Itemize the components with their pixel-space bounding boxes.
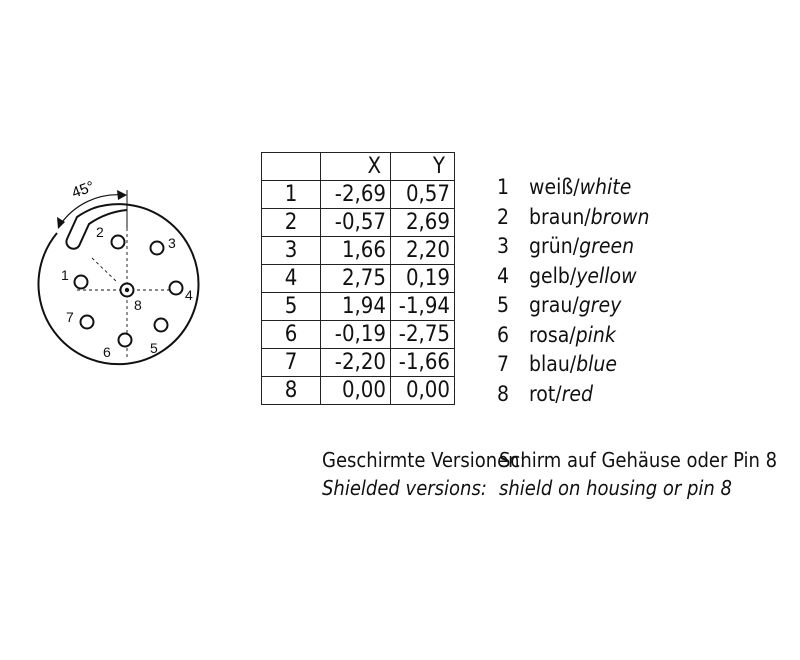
legend-number: 3 xyxy=(497,234,510,258)
table-row xyxy=(262,293,455,321)
legend-color-de: blau/ xyxy=(529,352,577,376)
pin-2-hole xyxy=(112,236,125,249)
cell-x: 2,75 xyxy=(321,265,391,293)
legend-color-de: grün/ xyxy=(529,234,580,258)
legend-color-de: braun/ xyxy=(529,204,591,229)
legend-color-en: brown xyxy=(590,204,650,229)
cell-x: 1,66 xyxy=(321,237,391,265)
legend-color-de: grau/ xyxy=(529,293,579,317)
legend-number: 5 xyxy=(497,293,510,317)
cell-pin: 1 xyxy=(262,181,321,209)
table-header-row xyxy=(262,153,455,181)
header-pin xyxy=(262,153,321,181)
note-text-english: shield on housing or pin 8 xyxy=(499,476,732,500)
pin-label-4: 4 xyxy=(185,287,193,303)
list-item xyxy=(497,262,649,292)
cell-pin: 3 xyxy=(262,237,321,265)
table-row xyxy=(262,181,455,209)
list-item xyxy=(497,321,649,351)
table-row xyxy=(262,209,455,237)
pin-8-center-dot xyxy=(125,288,129,292)
legend-color-de: gelb/ xyxy=(529,263,577,288)
legend-color-en: white xyxy=(579,175,632,199)
wire-color-legend xyxy=(497,173,649,409)
header-x: X xyxy=(321,153,391,181)
legend-color-de: rot/ xyxy=(529,381,562,406)
crosshair-diagonal xyxy=(92,258,118,283)
legend-number: 4 xyxy=(497,263,510,288)
pin-label-3: 3 xyxy=(168,235,176,251)
list-item xyxy=(497,350,649,380)
cell-x: -0,57 xyxy=(321,209,391,237)
table-row xyxy=(262,377,455,405)
pin-3-hole xyxy=(151,242,164,255)
cell-y: 2,69 xyxy=(391,209,455,237)
cell-pin: 4 xyxy=(262,265,321,293)
table-row xyxy=(262,321,455,349)
cell-y: 2,20 xyxy=(391,237,455,265)
cell-y: 0,00 xyxy=(391,377,455,405)
cell-y: 0,57 xyxy=(391,181,455,209)
list-item xyxy=(497,291,649,321)
angle-label: 45° xyxy=(69,178,97,202)
shielding-note xyxy=(322,446,777,502)
cell-y: -2,75 xyxy=(391,321,455,349)
angle-arrowhead-right xyxy=(117,190,127,200)
note-label-english: Shielded versions: xyxy=(322,476,487,500)
legend-number: 8 xyxy=(497,381,510,406)
cell-x: -2,20 xyxy=(321,349,391,377)
legend-color-en: yellow xyxy=(576,263,637,288)
cell-y: -1,94 xyxy=(391,293,455,321)
table-row xyxy=(262,349,455,377)
legend-color-en: red xyxy=(561,381,594,406)
pin-label-7: 7 xyxy=(66,309,74,325)
pin-5-hole xyxy=(155,319,168,332)
pin-label-1: 1 xyxy=(61,267,69,283)
note-row-german xyxy=(322,446,777,474)
pin-1-hole xyxy=(75,276,88,289)
note-label-german: Geschirmte Versionen: xyxy=(322,448,526,472)
legend-color-de: rosa/ xyxy=(529,322,576,347)
legend-number: 1 xyxy=(497,175,510,199)
pin-label-5: 5 xyxy=(150,340,158,356)
cell-y: 0,19 xyxy=(391,265,455,293)
table-row xyxy=(262,237,455,265)
cell-y: -1,66 xyxy=(391,349,455,377)
cell-x: 1,94 xyxy=(321,293,391,321)
cell-pin: 5 xyxy=(262,293,321,321)
legend-number: 2 xyxy=(497,204,510,229)
legend-number: 7 xyxy=(497,352,510,376)
legend-color-en: green xyxy=(579,234,635,258)
pin-4-hole xyxy=(170,282,183,295)
list-item xyxy=(497,232,649,262)
legend-color-en: pink xyxy=(575,322,616,347)
cell-pin: 7 xyxy=(262,349,321,377)
legend-color-en: blue xyxy=(576,352,618,376)
angle-arrowhead-left xyxy=(57,217,65,229)
cell-x: 0,00 xyxy=(321,377,391,405)
header-y: Y xyxy=(391,153,455,181)
list-item xyxy=(497,203,649,233)
pin-label-2: 2 xyxy=(96,224,104,240)
legend-color-de: weiß/ xyxy=(529,175,580,199)
note-row-english xyxy=(322,474,777,502)
list-item xyxy=(497,173,649,203)
table-row xyxy=(262,265,455,293)
legend-number: 6 xyxy=(497,322,510,347)
cell-pin: 6 xyxy=(262,321,321,349)
cell-pin: 8 xyxy=(262,377,321,405)
cell-x: -0,19 xyxy=(321,321,391,349)
pin-label-6: 6 xyxy=(103,344,111,360)
pin-label-8: 8 xyxy=(134,297,142,313)
pin-7-hole xyxy=(81,316,94,329)
cell-x: -2,69 xyxy=(321,181,391,209)
pin-6-hole xyxy=(119,334,132,347)
pin-coordinate-table xyxy=(261,152,455,405)
list-item xyxy=(497,380,649,410)
legend-color-en: grey xyxy=(578,293,622,317)
cell-pin: 2 xyxy=(262,209,321,237)
note-text-german: Schirm auf Gehäuse oder Pin 8 xyxy=(499,448,778,472)
